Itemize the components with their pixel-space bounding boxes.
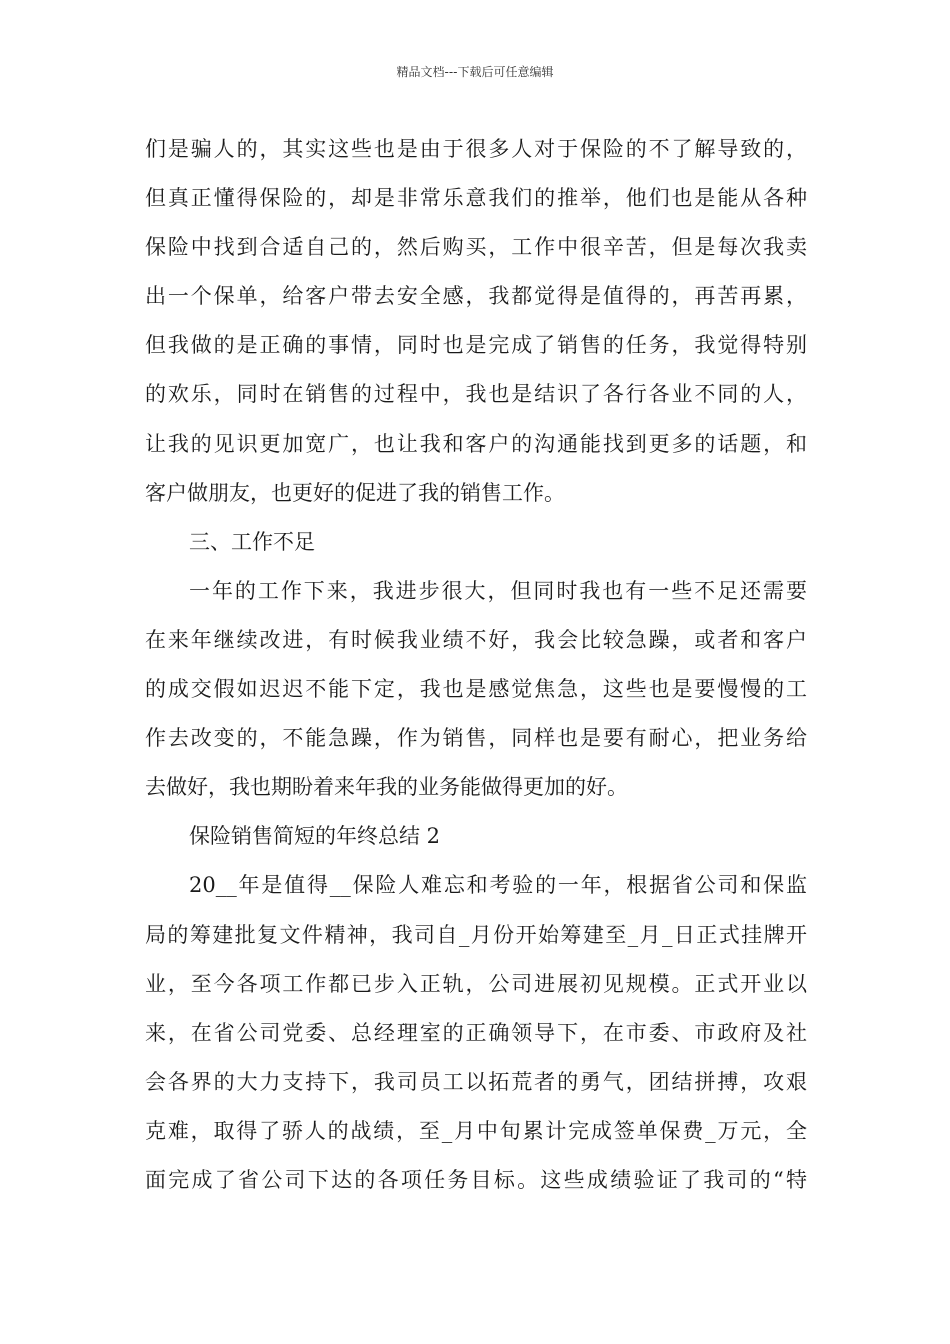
text-line: 一年的工作下来，我进步很大，但同时我也有一些不足还需要 xyxy=(189,578,807,603)
text-line: 会各界的大力支持下，我司员工以拓荒者的勇气，团结拼搏，攻艰 xyxy=(145,1069,807,1094)
article-title: 保险销售简短的年终总结 2 xyxy=(189,824,441,849)
text-line: 们是骗人的，其实这些也是由于很多人对于保险的不了解导致的， xyxy=(145,137,807,161)
document-body xyxy=(145,125,807,1205)
text-line: 来，在省公司党委、总经理室的正确领导下，在市委、市政府及社 xyxy=(145,1020,807,1045)
text-line: 的成交假如迟迟不能下定，我也是感觉焦急，这些也是要慢慢的工 xyxy=(145,677,807,702)
text-line: 业，至今各项工作都已步入正轨，公司进展初见规模。正式开业以 xyxy=(145,971,807,996)
text-line: 保险中找到合适自己的，然后购买，工作中很辛苦，但是每次我卖 xyxy=(145,235,807,260)
text-line: 20__年是值得__保险人难忘和考验的一年，根据省公司和保监 xyxy=(189,873,807,898)
text-line: 出一个保单，给客户带去安全感，我都觉得是值得的，再苦再累， xyxy=(145,284,807,309)
text-line: 去做好，我也期盼着来年我的业务能做得更加的好。 xyxy=(145,775,628,800)
text-line: 面完成了省公司下达的各项任务目标。这些成绩验证了我司的“特 xyxy=(145,1167,807,1192)
text-line: 但真正懂得保险的，却是非常乐意我们的推举，他们也是能从各种 xyxy=(145,186,807,211)
text-line: 局的筹建批复文件精神，我司自_月份开始筹建至_月_日正式挂牌开 xyxy=(145,922,807,947)
text-line: 的欢乐，同时在销售的过程中，我也是结识了各行各业不同的人， xyxy=(145,382,807,407)
text-line: 客户做朋友，也更好的促进了我的销售工作。 xyxy=(145,480,565,505)
text-line: 在来年继续改进，有时候我业绩不好，我会比较急躁，或者和客户 xyxy=(145,627,807,652)
text-line: 克难，取得了骄人的战绩，至_月中旬累计完成签单保费_万元，全 xyxy=(145,1118,807,1143)
text-line: 作去改变的，不能急躁，作为销售，同样也是要有耐心，把业务给 xyxy=(145,726,807,751)
text-line: 但我做的是正确的事情，同时也是完成了销售的任务，我觉得特别 xyxy=(145,333,807,358)
page-header: 精品文档---下载后可任意编辑 xyxy=(396,65,554,79)
text-line: 让我的见识更加宽广，也让我和客户的沟通能找到更多的话题，和 xyxy=(145,431,807,456)
section-heading: 三、工作不足 xyxy=(189,529,315,554)
